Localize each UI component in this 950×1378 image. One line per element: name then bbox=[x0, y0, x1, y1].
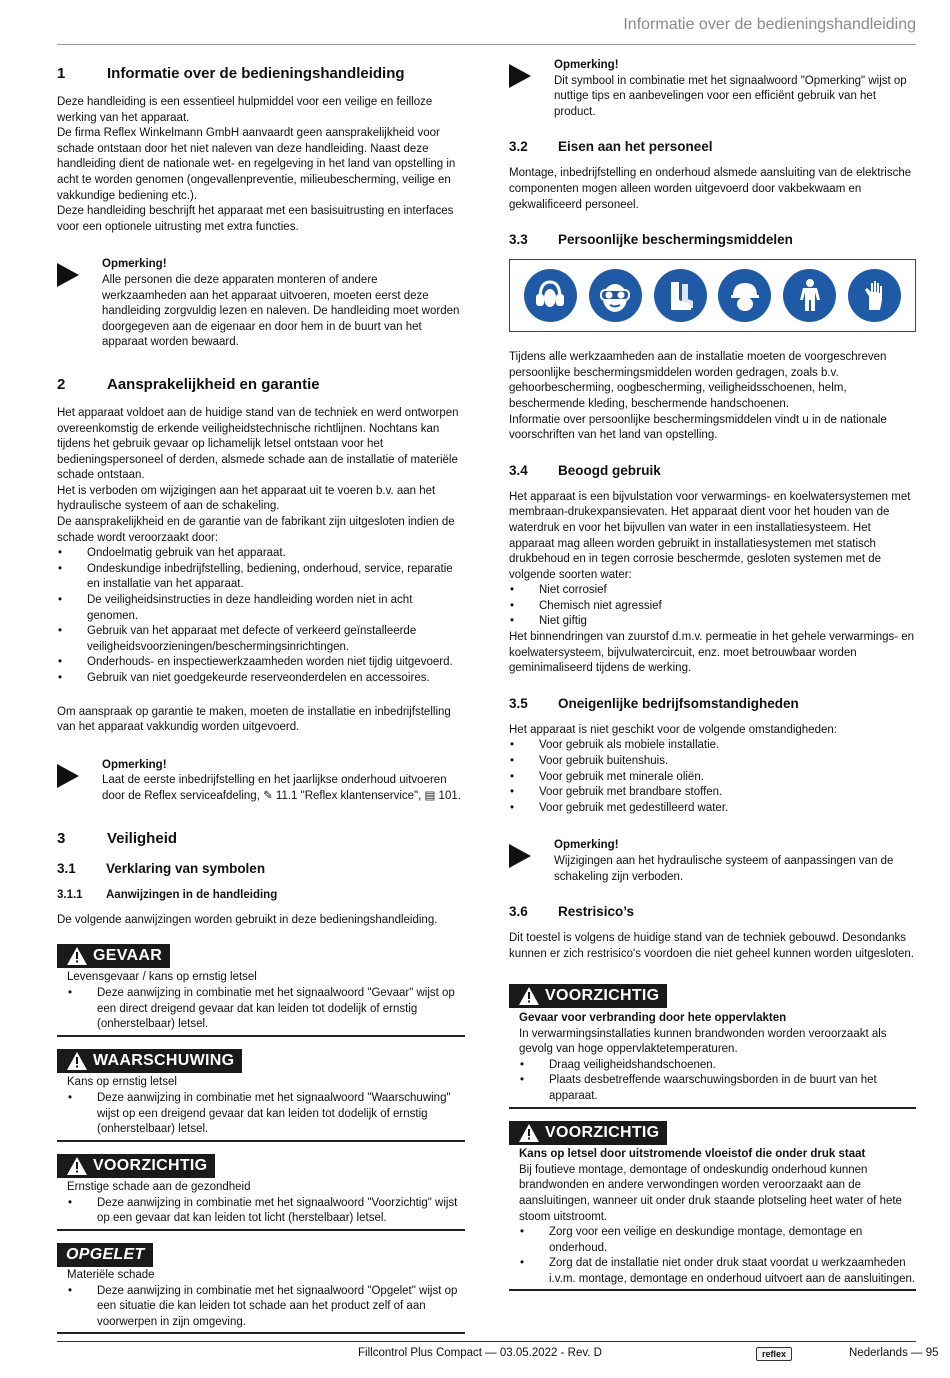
section-3-2-heading bbox=[509, 138, 916, 156]
arrow-icon bbox=[57, 758, 102, 805]
section-3-1-1-heading bbox=[57, 888, 465, 904]
arrow-icon bbox=[57, 257, 102, 351]
paragraph: Het apparaat is niet geschikt voor de volgende omstandigheden: bbox=[509, 723, 837, 736]
list-item: • Deze aanwijzing in combinatie met het signaalwoord "Gevaar" wijst op een direct dreigend gevaar dat kan leiden tot dodelijk of ernstig (onherstelbaar) letsel. bbox=[67, 986, 465, 1033]
section-3-1-heading bbox=[57, 860, 465, 878]
note-text: Alle personen die deze apparaten monteren of andere werkzaamheden aan het apparaat uitvoeren, moeten eerst deze handleiding zorgvuldig lezen en naleven. De handleiding moet worden doorgegeven aan de eigenaar en door hem in de buurt van het apparaat worden bewaard. bbox=[102, 273, 460, 349]
paragraph: Deze handleiding beschrijft het apparaat met een basisuitrusting en interfaces voor een optionele uitrusting met extra functies. bbox=[57, 205, 454, 233]
section-title: Informatie over de bedieningshandleiding bbox=[107, 65, 405, 82]
warning-triangle-icon bbox=[519, 1124, 539, 1142]
section-3-3-heading bbox=[509, 231, 916, 249]
paragraph: Het binnendringen van zuurstof d.m.v. permeatie in het gehele verwarmings- en koelwatersysteem, bijvulwatercircuit, enz. moet betrouwbaar worden geminimaliseerd tijdens de werking. bbox=[509, 631, 915, 675]
bullet-list bbox=[509, 583, 916, 630]
list-item: • Onderhouds- en inspectiewerkzaamheden worden niet tijdig uitgevoerd. bbox=[57, 655, 465, 671]
note-block bbox=[57, 257, 465, 351]
signal-label: GEVAAR bbox=[57, 944, 170, 968]
section-title: Eisen aan het personeel bbox=[558, 139, 713, 155]
ear-protection-icon bbox=[524, 269, 577, 322]
section-title: Restrisico’s bbox=[558, 904, 635, 920]
section-title: Persoonlijke beschermingsmiddelen bbox=[558, 232, 793, 248]
section-number: 1 bbox=[57, 65, 66, 82]
list-item: • Deze aanwijzing in combinatie met het signaalwoord "Waarschuwing" wijst op een dreigend gevaar dat kan leiden tot dodelijk of ernstig (onherstelbaar) letsel. bbox=[67, 1091, 465, 1138]
warning-subtitle: Levensgevaar / kans op ernstig letsel bbox=[67, 971, 257, 984]
signal-label: VOORZICHTIG bbox=[57, 1154, 215, 1178]
section-number: 3.3 bbox=[509, 232, 528, 248]
ppe-icon-row bbox=[509, 259, 916, 332]
warning-triangle-icon bbox=[67, 1052, 87, 1070]
paragraph: Informatie over persoonlijke beschermingsmiddelen vindt u in de nationale voorschriften van het land van opstelling. bbox=[509, 413, 887, 442]
section-3-5-heading bbox=[509, 695, 916, 713]
warning-block-warning bbox=[57, 1049, 465, 1142]
list-item: • Plaats desbetreffende waarschuwingsborden in de buurt van het apparaat. bbox=[519, 1073, 916, 1104]
list-item: • Voor gebruik met brandbare stoffen. bbox=[509, 785, 916, 801]
note-title: Opmerking! bbox=[554, 59, 619, 71]
section-3-6-heading bbox=[509, 903, 916, 921]
list-item: • Deze aanwijzing in combinatie met het signaalwoord "Opgelet" wijst op een situatie die kan leiden tot schade aan het product zelf of aan voorwerpen in zijn omgeving. bbox=[67, 1284, 465, 1331]
paragraph: Deze handleiding is een essentieel hulpmiddel voor een veilige en feilloze werking van het apparaat. bbox=[57, 96, 433, 124]
note-text: Wijzigingen aan het hydraulische systeem of aanpassingen van de schakeling zijn verboden. bbox=[554, 855, 894, 883]
note-block bbox=[509, 838, 916, 885]
paragraph: Tijdens alle werkzaamheden aan de installatie moeten de voorgeschreven persoonlijke beschermingsmiddelen worden gedragen, zoals b.v. gehoorbescherming, oogbescherming, veiligheidsschoenen, helm, beschermende kleding, beschermende handschoenen. bbox=[509, 351, 887, 410]
note-title: Opmerking! bbox=[102, 258, 167, 271]
list-item: • Niet corrosief bbox=[509, 583, 916, 599]
note-block bbox=[509, 58, 916, 120]
bullet-list bbox=[509, 738, 916, 816]
list-item: • Voor gebruik buitenshuis. bbox=[509, 754, 916, 770]
page-header-title: Informatie over de bedieningshandleiding bbox=[623, 16, 916, 33]
warning-block-caution bbox=[57, 1154, 465, 1231]
paragraph: Het apparaat voldoet aan de huidige stand van de techniek en werd ontworpen overeenkomstig de erkende veiligheidstechnische richtlijnen. Nochtans kan tijdens het gebruik gevaar op lichamelijk letsel ontstaan voor het bedieningspersoneel of derden, alsmede schade aan de installatie of materiële schade ontstaan. bbox=[57, 406, 459, 482]
section-3-heading bbox=[57, 829, 465, 849]
section-number: 3.4 bbox=[509, 462, 528, 478]
warning-subtitle: Ernstige schade aan de gezondheid bbox=[67, 1181, 251, 1194]
list-item: • Ondeskundige inbedrijfstelling, bediening, onderhoud, service, reparatie en installatie van het apparaat. bbox=[57, 562, 465, 593]
warning-block-danger bbox=[57, 944, 465, 1037]
section-title: Aansprakelijkheid en garantie bbox=[107, 375, 320, 393]
paragraph: Om aanspraak op garantie te maken, moeten de installatie en inbedrijfstelling van het apparaat vakkundig worden uitgevoerd. bbox=[57, 705, 451, 734]
note-title: Opmerking! bbox=[102, 758, 167, 771]
warning-triangle-icon bbox=[519, 987, 539, 1005]
eye-protection-icon bbox=[589, 269, 642, 322]
list-item: • Deze aanwijzing in combinatie met het signaalwoord "Voorzichtig" wijst op een gevaar dat kan leiden tot licht (herstelbaar) letsel. bbox=[67, 1196, 465, 1227]
signal-label: VOORZICHTIG bbox=[509, 1121, 667, 1145]
list-item: • De veiligheidsinstructies in deze handleiding worden niet in acht genomen. bbox=[57, 593, 465, 624]
helmet-icon bbox=[718, 269, 771, 322]
arrow-icon bbox=[509, 838, 554, 885]
list-item: • Gebruik van het apparaat met defecte of verkeerd geïnstalleerde veiligheidsvoorzieningen/beschermingsinrichtingen. bbox=[57, 624, 465, 655]
warning-subtitle: Materiële schade bbox=[67, 1269, 155, 1282]
list-item: • Gebruik van niet goedgekeurde reserveonderdelen en accessoires. bbox=[57, 671, 465, 687]
warning-block-notice bbox=[57, 1243, 465, 1334]
list-item: • Niet giftig bbox=[509, 614, 916, 630]
footer-rule bbox=[57, 1341, 916, 1342]
list-item: • Draag veiligheidshandschoenen. bbox=[519, 1058, 916, 1074]
warning-title: Kans op letsel door uitstromende vloeistof die onder druk staat bbox=[519, 1148, 866, 1161]
bullet-list bbox=[57, 546, 465, 686]
note-title: Opmerking! bbox=[554, 839, 619, 852]
section-number: 3.6 bbox=[509, 904, 528, 920]
paragraph: De volgende aanwijzingen worden gebruikt in deze bedieningshandleiding. bbox=[57, 914, 438, 927]
section-title: Beoogd gebruik bbox=[558, 462, 661, 478]
warning-block-caution bbox=[509, 1121, 916, 1292]
paragraph: De firma Reflex Winkelmann GmbH aanvaardt geen aansprakelijkheid voor schade ontstaan door het niet naleven van deze handleiding. Naast deze handleiding dient de nationale wet- en regelgeving in het land van opstelling in acht te worden genomen (ongevallenpreventie, milieubescherming, veilige en vakkundige bediening etc.). bbox=[57, 127, 456, 202]
section-title: Veiligheid bbox=[107, 829, 178, 847]
warning-title: Gevaar voor verbranding door hete oppervlakten bbox=[519, 1011, 787, 1024]
gloves-icon bbox=[848, 269, 901, 322]
warning-text: In verwarmingsinstallaties kunnen brandwonden worden veroorzaakt als gevolg van hoge oppervlaktetemperaturen. bbox=[519, 1027, 887, 1056]
right-column bbox=[509, 58, 916, 1291]
signal-label: WAARSCHUWING bbox=[57, 1049, 242, 1073]
section-title: Oneigenlijke bedrijfsomstandigheden bbox=[558, 695, 799, 711]
section-1-heading bbox=[57, 64, 465, 84]
footer-document-info: Fillcontrol Plus Compact — 03.05.2022 - Rev. D bbox=[358, 1347, 602, 1359]
list-item: • Ondoelmatig gebruik van het apparaat. bbox=[57, 546, 465, 562]
list-item: • Voor gebruik met gedestilleerd water. bbox=[509, 801, 916, 817]
header-rule bbox=[57, 44, 916, 45]
signal-label: OPGELET bbox=[57, 1243, 153, 1267]
section-number: 3.1.1 bbox=[57, 888, 83, 901]
list-item: • Voor gebruik met minerale oliën. bbox=[509, 770, 916, 786]
section-title: Aanwijzingen in de handleiding bbox=[106, 888, 278, 901]
paragraph: Montage, inbedrijfstelling en onderhoud alsmede aansluiting van de elektrische componenten mogen alleen worden uitgevoerd door vakbekwaam en gekwalificeerd personeel. bbox=[509, 167, 912, 211]
section-3-4-heading bbox=[509, 462, 916, 480]
warning-text: Bij foutieve montage, demontage of ondeskundig onderhoud kunnen brandwonden en andere verwondingen worden veroorzaakt aan de aansluitingen, wanneer uit onder druk staande plotseling heet water of hete stoom uitstroomt. bbox=[519, 1163, 902, 1223]
section-number: 3.2 bbox=[509, 139, 528, 155]
list-item: • Zorg dat de installatie niet onder druk staat voordat u werkzaamheden i.v.m. montage, demontage en onderhoud uitvoert aan de aansluitingen. bbox=[519, 1256, 916, 1287]
list-item: • Zorg voor een veilige en deskundige montage, demontage en onderhoud. bbox=[519, 1225, 916, 1256]
section-number: 3.5 bbox=[509, 695, 528, 711]
reflex-logo: reflex bbox=[756, 1347, 792, 1361]
list-item: • Chemisch niet agressief bbox=[509, 599, 916, 615]
warning-block-caution bbox=[509, 984, 916, 1108]
paragraph: Het apparaat is een bijvulstation voor verwarmings- en koelwatersystemen met membraan-drukexpansievaten. Het apparaat dient voor het houden van de waterdruk en voor het bijvullen van water in een installatiesysteem. Het apparaat mag alleen worden gebruikt in installatiesystemen met statisch drukbehoud en in tegen corrosie beschermde, gesloten systemen met de volgende soorten water: bbox=[509, 490, 911, 581]
section-number: 3.1 bbox=[57, 860, 76, 876]
paragraph: Het is verboden om wijzigingen aan het apparaat uit te voeren b.v. aan het hydraulische systeem of aan de schakeling. bbox=[57, 484, 436, 513]
warning-triangle-icon bbox=[67, 1157, 87, 1175]
safety-shoes-icon bbox=[654, 269, 707, 322]
warning-triangle-icon bbox=[67, 947, 87, 965]
left-column bbox=[57, 58, 465, 1334]
note-block bbox=[57, 758, 465, 805]
section-number: 2 bbox=[57, 375, 66, 393]
list-item: • Voor gebruik als mobiele installatie. bbox=[509, 738, 916, 754]
note-text: Dit symbool in combinatie met het signaalwoord "Opmerking" wijst op nuttige tips en aanbevelingen voor een efficiënt gebruik van het product. bbox=[554, 74, 907, 118]
warning-subtitle: Kans op ernstig letsel bbox=[67, 1076, 177, 1089]
protective-clothing-icon bbox=[783, 269, 836, 322]
section-2-heading bbox=[57, 375, 465, 395]
section-number: 3 bbox=[57, 829, 66, 847]
arrow-icon bbox=[509, 58, 554, 120]
paragraph: Dit toestel is volgens de huidige stand van de techniek gebouwd. Desondanks kunnen er zich restrisico's voordoen die niet geheel kunnen worden uitgesloten. bbox=[509, 932, 914, 960]
paragraph: De aansprakelijkheid en de garantie van de fabrikant zijn uitgesloten indien de schade wordt veroorzaakt door: bbox=[57, 516, 455, 544]
signal-label: VOORZICHTIG bbox=[509, 984, 667, 1008]
section-title: Verklaring van symbolen bbox=[106, 860, 266, 876]
note-text: Laat de eerste inbedrijfstelling en het jaarlijkse onderhoud uitvoeren door de Reflex serviceafdeling, ✎ 11.1 "Reflex klantenservice", ▤ 101. bbox=[102, 774, 461, 802]
footer-page-number: Nederlands — 95 bbox=[849, 1347, 939, 1359]
